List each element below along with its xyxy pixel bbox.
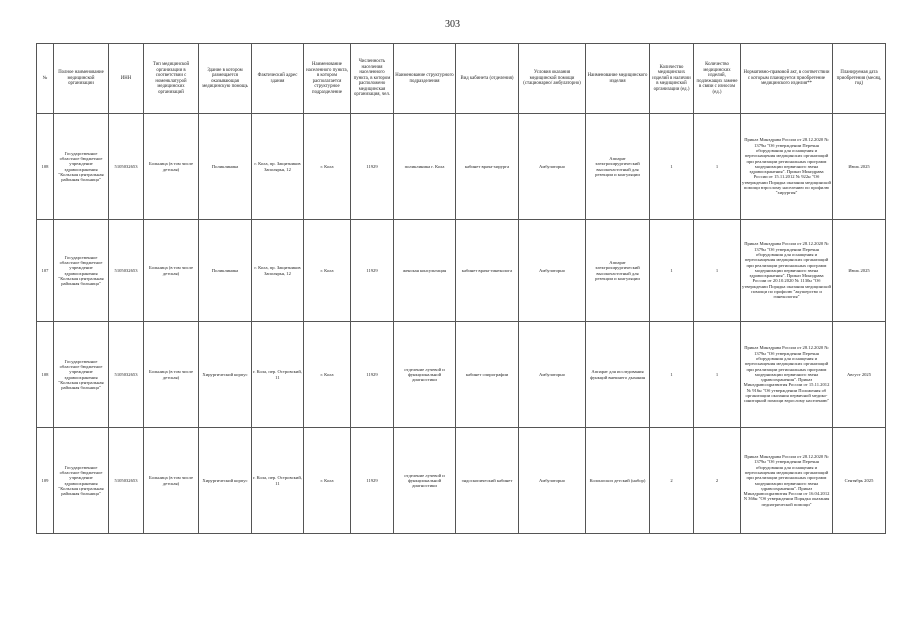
- conditions-cell: Амбулаторно: [519, 114, 586, 220]
- org-type-cell: Больница (в том числе детская): [144, 428, 199, 534]
- header-cell: Наименование структурного подразделения: [394, 44, 456, 114]
- cabinet-cell: кабинет спирографии: [456, 322, 519, 428]
- conditions-cell: Амбулаторно: [519, 220, 586, 322]
- header-cell: Наименование населенного пункта, в котором располагается структурное подразделение: [304, 44, 351, 114]
- conditions-cell: Амбулаторно: [519, 322, 586, 428]
- header-cell: Тип медицинской организации в соответствии с номенклатурой медицинских организаций: [144, 44, 199, 114]
- table-header-row: [37, 44, 886, 114]
- device-cell: Аппарат электрохирургический высокочастотный для резекции и коагуляции: [586, 220, 650, 322]
- header-cell: ИНН: [109, 44, 144, 114]
- unit-cell: женская консультация: [394, 220, 456, 322]
- population-cell: 11929: [351, 322, 394, 428]
- header-cell: Количество медицинских изделий в наличии в медицинской организации (ед.): [650, 44, 694, 114]
- settlement-cell: г. Кола: [304, 220, 351, 322]
- table-row: [37, 322, 886, 428]
- population-cell: 11929: [351, 114, 394, 220]
- building-cell: Хирургический корпус: [199, 322, 252, 428]
- header-cell: Планируемая дата приобретения (месяц, год): [833, 44, 886, 114]
- org-type-cell: Больница (в том числе детская): [144, 322, 199, 428]
- row-number: 108: [37, 322, 54, 428]
- header-cell: Здание в котором размещается оказывающая медицинскую помощь: [199, 44, 252, 114]
- population-cell: 11929: [351, 428, 394, 534]
- cabinet-cell: кабинет врача-гинеколога: [456, 220, 519, 322]
- building-cell: Хирургический корпус: [199, 428, 252, 534]
- inn-cell: 5105032653: [109, 114, 144, 220]
- legal-act-cell: Приказ Минздрава России от 28.12.2020 № 1379н "Об утверждении Перечня оборудования для оснащения и переоснащения медицинских организаций при реализации региональных программ модернизации первичного звена здравоохранения". Приказ Минздрава России от 20.10.2020 № 1130н "Об утверждении Порядка оказания медицинской помощи по профилю "акушерство и гинекология": [741, 220, 833, 322]
- header-cell: Вид кабинета (отделения): [456, 44, 519, 114]
- conditions-cell: Амбулаторно: [519, 428, 586, 534]
- building-cell: Поликлиника: [199, 220, 252, 322]
- purchase-date-cell: Август 2025: [833, 322, 886, 428]
- qty-have-cell: 2: [650, 428, 694, 534]
- address-cell: г. Кола, пер. Островский, 11: [252, 322, 304, 428]
- org-name-cell: Государственное областное бюджетное учреждение здравоохранения "Кольская центральная районная больница": [54, 428, 109, 534]
- purchase-date-cell: Июль 2025: [833, 220, 886, 322]
- legal-act-cell: Приказ Минздрава России от 28.12.2020 № 1379н "Об утверждении Перечня оборудования для оснащения и переоснащения медицинских организаций при реализации региональных программ модернизации первичного звена здравоохранения". Приказ Минздрава России от 15.11.2012 № 922н "Об утверждении Порядка оказания медицинской помощи взрослому населению по профилю "хирургия": [741, 114, 833, 220]
- cabinet-cell: эндоскопический кабинет: [456, 428, 519, 534]
- header-cell: Фактический адрес здания: [252, 44, 304, 114]
- equipment-table: [36, 43, 886, 534]
- page-number: 303: [445, 19, 460, 30]
- address-cell: г. Кола, пр. Защитников Заполярья, 12: [252, 114, 304, 220]
- legal-act-cell: Приказ Минздрава России от 28.12.2020 № 1379н "Об утверждении Перечня оборудования для оснащения и переоснащения медицинских организаций при реализации региональных программ модернизации первичного звена здравоохранения". Приказ Минздравсоцразвития России от 15.11.2012 № 916н "Об утверждении Положения об организации оказания первичной медико-санитарной помощи взрослому населению": [741, 322, 833, 428]
- org-type-cell: Больница (в том числе детская): [144, 220, 199, 322]
- header-cell: Наименование медицинского изделия: [586, 44, 650, 114]
- unit-cell: отделение лучевой и функциональной диагностики: [394, 322, 456, 428]
- org-name-cell: Государственное областное бюджетное учреждение здравоохранения "Кольская центральная районная больница": [54, 322, 109, 428]
- qty-replace-cell: 1: [694, 220, 741, 322]
- unit-cell: отделение лучевой и функциональной диагностики: [394, 428, 456, 534]
- inn-cell: 5105032653: [109, 322, 144, 428]
- header-cell: Численность населения населенного пункта, в котором расположено медицинская организация, чел.: [351, 44, 394, 114]
- device-cell: Аппарат электрохирургический высокочастотный для резекции и коагуляции: [586, 114, 650, 220]
- cabinet-cell: кабинет врача-хирурга: [456, 114, 519, 220]
- table-row: [37, 220, 886, 322]
- row-number: 107: [37, 220, 54, 322]
- qty-have-cell: 1: [650, 322, 694, 428]
- org-name-cell: Государственное областное бюджетное учреждение здравоохранения "Кольская центральная районная больница": [54, 114, 109, 220]
- qty-replace-cell: 1: [694, 322, 741, 428]
- row-number: 108: [37, 114, 54, 220]
- settlement-cell: г. Кола: [304, 428, 351, 534]
- settlement-cell: г. Кола: [304, 114, 351, 220]
- inn-cell: 5105032653: [109, 220, 144, 322]
- population-cell: 11929: [351, 220, 394, 322]
- address-cell: г. Кола, пр. Защитников Заполярья, 12: [252, 220, 304, 322]
- header-cell: Условия оказания медицинской помощи (стационарно/ амбулаторно): [519, 44, 586, 114]
- header-cell: №: [37, 44, 54, 114]
- qty-have-cell: 1: [650, 114, 694, 220]
- row-number: 109: [37, 428, 54, 534]
- qty-replace-cell: 2: [694, 428, 741, 534]
- qty-replace-cell: 1: [694, 114, 741, 220]
- address-cell: г. Кола, пер. Островский, 11: [252, 428, 304, 534]
- table-row: [37, 114, 886, 220]
- settlement-cell: г. Кола: [304, 322, 351, 428]
- org-name-cell: Государственное областное бюджетное учреждение здравоохранения "Кольская центральная районная больница": [54, 220, 109, 322]
- device-cell: Аппарат для исследования функций внешнего дыхания: [586, 322, 650, 428]
- header-cell: Нормативно-правовой акт, в соответствии с которым планируется приобретение медицинского изделия**: [741, 44, 833, 114]
- purchase-date-cell: Сентябрь 2025: [833, 428, 886, 534]
- qty-have-cell: 1: [650, 220, 694, 322]
- header-cell: Полное наименование медицинской организации: [54, 44, 109, 114]
- org-type-cell: Больница (в том числе детская): [144, 114, 199, 220]
- purchase-date-cell: Июль 2025: [833, 114, 886, 220]
- building-cell: Поликлиника: [199, 114, 252, 220]
- header-cell: Количество медицинских изделий, подлежащих замене в связи с износом (ед.): [694, 44, 741, 114]
- table-row: [37, 428, 886, 534]
- unit-cell: поликлиника г. Кола: [394, 114, 456, 220]
- inn-cell: 5105032653: [109, 428, 144, 534]
- device-cell: Колоноскоп детский (набор): [586, 428, 650, 534]
- legal-act-cell: Приказ Минздрава России от 28.12.2020 № 1379н "Об утверждении Перечня оборудования для оснащения и переоснащения медицинских организаций при реализации региональных программ модернизации первичного звена здравоохранения". Приказ Минздравсоцразвития России от 16.04.2012 N 366н "Об утверждении Порядка оказания педиатрической помощи": [741, 428, 833, 534]
